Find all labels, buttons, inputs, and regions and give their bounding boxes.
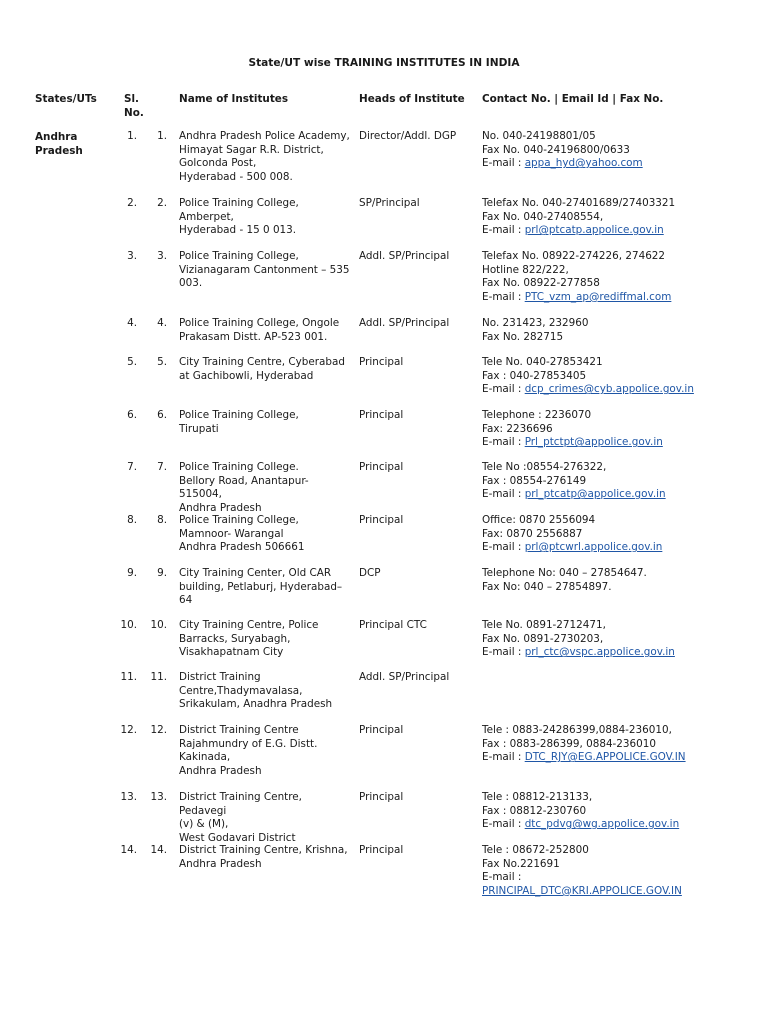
email-line [482,646,752,660]
serial-number: 6. [127,409,137,421]
institute-head: Principal [359,791,404,803]
serial-number-secondary: 14. [150,844,167,856]
contact-line: Fax : 0883-286399, 0884-236010 [482,737,656,750]
serial-number-secondary: 1. [157,130,167,142]
contact-line: Tele : 0883-24286399,0884-236010, [482,724,672,736]
contact-details [482,250,752,304]
institute-head: Addl. SP/Principal [359,317,450,329]
contact-details [482,356,752,397]
serial-number: 9. [127,567,137,579]
email-label: E-mail : [482,290,525,303]
contact-details [482,724,752,765]
contact-details [482,197,752,238]
contact-line: Fax No. 040-27408554, [482,210,604,223]
institute-head: Director/Addl. DGP [359,130,457,142]
contact-line: Tele : 08672-252800 [482,844,589,856]
contact-line: Fax : 040-27853405 [482,369,587,382]
contact-line: Fax No. 08922-277858 [482,277,600,290]
email-link[interactable]: Prl_ptctpt@appolice.gov.in [524,436,663,449]
email-link[interactable]: prl@ptcatp.appolice.gov.in [524,224,664,237]
email-label: E-mail : [482,541,525,554]
email-line [482,224,752,238]
contact-line: Fax : 08812-230760 [482,804,587,817]
serial-number-secondary: 8. [157,514,167,526]
institute-head: Addl. SP/Principal [359,250,450,262]
contact-line: Fax No. 0891-2730203, [482,632,604,645]
contact-line: Tele No. 0891-2712471, [482,619,606,631]
serial-number: 14. [120,844,137,856]
contact-details [482,461,752,502]
email-line [482,291,752,305]
institute-name: District Training Centre Rajahmundry of E.G. Distt. Kakinada, Andhra Pradesh [179,724,318,777]
institute-head: SP/Principal [359,197,420,209]
serial-number: 11. [120,671,137,683]
email-line [482,818,752,832]
contact-line: Hotline 822/222, [482,263,569,276]
serial-number: 12. [120,724,137,736]
institute-name: District Training Centre, Krishna, Andhra Pradesh [179,844,348,870]
serial-number: 8. [127,514,137,526]
email-line [482,383,752,397]
contact-line: Fax No. 282715 [482,330,564,343]
contact-details [482,844,752,898]
header-slno: Sl. No. [124,93,144,119]
serial-number-secondary: 11. [150,671,167,683]
contact-line: Tele No. 040-27853421 [482,356,603,368]
contact-details [482,317,752,344]
institute-head: Principal [359,356,404,368]
email-link[interactable]: dtc_pdvg@wg.appolice.gov.in [524,818,680,831]
contact-details [482,567,752,594]
document-title: State/UT wise TRAINING INSTITUTES IN INDIA [248,57,520,69]
contact-line: No. 040-24198801/05 [482,130,596,142]
institute-name: Police Training College, Amberpet, Hyderabad - 15 0 013. [179,197,299,237]
email-link[interactable]: dcp_crimes@cyb.appolice.gov.in [524,383,694,396]
email-link[interactable]: DTC_RJY@EG.APPOLICE.GOV.IN [524,751,686,764]
email-label: E-mail : [482,646,525,659]
institute-head: DCP [359,567,381,579]
email-line [482,751,752,765]
institute-name: District Training Centre,Thadymavalasa, Srikakulam, Anadhra Pradesh [179,671,333,711]
contact-line: Office: 0870 2556094 [482,514,596,526]
contact-line: Fax : 08554-276149 [482,474,587,487]
serial-number-secondary: 3. [157,250,167,262]
institute-head: Principal [359,724,404,736]
contact-line: Tele : 08812-213133, [482,791,593,803]
contact-line: Telephone : 2236070 [482,409,592,421]
institute-name: Police Training College, Mamnoor- Warangal Andhra Pradesh 506661 [179,514,305,554]
email-label: E-mail : [482,488,525,501]
institute-head: Principal [359,409,404,421]
email-line [482,488,752,502]
email-link[interactable]: prl_ctc@vspc.appolice.gov.in [524,646,675,659]
institute-name: City Training Centre, Cyberabad at Gachibowli, Hyderabad [179,356,345,382]
institute-name: District Training Centre, Pedavegi (v) & (M), West Godavari District [179,791,302,844]
contact-line: Telefax No. 08922-274226, 274622 [482,250,666,262]
institute-head: Principal [359,461,404,473]
email-label: E-mail : [482,383,525,396]
email-line [482,885,752,899]
serial-number-secondary: 6. [157,409,167,421]
email-link[interactable]: prl@ptcwrl.appolice.gov.in [524,541,663,554]
institute-name: City Training Centre, Police Barracks, Suryabagh, Visakhapatnam City [179,619,319,659]
serial-number-secondary: 12. [150,724,167,736]
institute-name: Andhra Pradesh Police Academy, Himayat Sagar R.R. District, Golconda Post, Hyderabad - 500 008. [179,130,350,183]
email-label: E-mail : [482,224,525,237]
serial-number-secondary: 13. [150,791,167,803]
email-link[interactable]: appa_hyd@yahoo.com [524,157,643,170]
serial-number-secondary: 5. [157,356,167,368]
email-label: E-mail : [482,751,525,764]
contact-line: Fax No.221691 [482,857,560,870]
serial-number-secondary: 7. [157,461,167,473]
institute-name: Police Training College, Vizianagaram Cantonment – 535 003. [179,250,350,290]
contact-details [482,514,752,555]
header-contact: Contact No. | Email Id | Fax No. [482,93,664,105]
email-link[interactable]: PRINCIPAL_DTC@KRI.APPOLICE.GOV.IN [482,884,682,897]
contact-details [482,791,752,832]
contact-line: Telefax No. 040-27401689/27403321 [482,197,676,209]
serial-number: 1. [127,130,137,142]
institute-head: Principal CTC [359,619,427,631]
serial-number: 10. [120,619,137,631]
contact-line: No. 231423, 232960 [482,317,589,329]
email-line [482,436,752,450]
header-head: Heads of Institute [359,93,465,105]
institute-name: Police Training College, Ongole Prakasam Distt. AP-523 001. [179,317,340,343]
serial-number-secondary: 4. [157,317,167,329]
institute-head: Principal [359,844,404,856]
email-line [482,541,752,555]
institute-head: Principal [359,514,404,526]
institute-name: Police Training College. Bellory Road, Anantapur-515004, Andhra Pradesh [179,461,309,514]
serial-number: 2. [127,197,137,209]
contact-line: Fax No: 040 – 27854897. [482,580,612,593]
contact-details [482,619,752,660]
serial-number: 7. [127,461,137,473]
state-name: Andhra Pradesh [35,131,83,157]
contact-details [482,130,752,171]
serial-number: 5. [127,356,137,368]
contact-line: Fax: 0870 2556887 [482,527,583,540]
contact-line: Fax No. 040-24196800/0633 [482,143,630,156]
institute-head: Addl. SP/Principal [359,671,450,683]
contact-line: E-mail : [482,871,522,884]
serial-number: 3. [127,250,137,262]
email-label: E-mail : [482,157,525,170]
contact-line: Fax: 2236696 [482,422,553,435]
serial-number-secondary: 9. [157,567,167,579]
contact-line: Telephone No: 040 – 27854647. [482,567,647,579]
institute-name: Police Training College, Tirupati [179,409,299,435]
serial-number: 4. [127,317,137,329]
serial-number-secondary: 10. [150,619,167,631]
contact-details [482,409,752,450]
email-link[interactable]: PTC_vzm_ap@rediffmal.com [524,290,672,303]
header-states: States/UTs [35,93,97,105]
contact-line: Tele No :08554-276322, [482,461,607,473]
institute-name: City Training Center, Old CAR building, Petlaburj, Hyderabad– 64 [179,567,343,607]
email-link[interactable]: prl_ptcatp@appolice.gov.in [524,488,666,501]
email-line [482,157,752,171]
email-label: E-mail : [482,436,525,449]
serial-number-secondary: 2. [157,197,167,209]
email-label: E-mail : [482,818,525,831]
header-name: Name of Institutes [179,93,289,105]
serial-number: 13. [120,791,137,803]
